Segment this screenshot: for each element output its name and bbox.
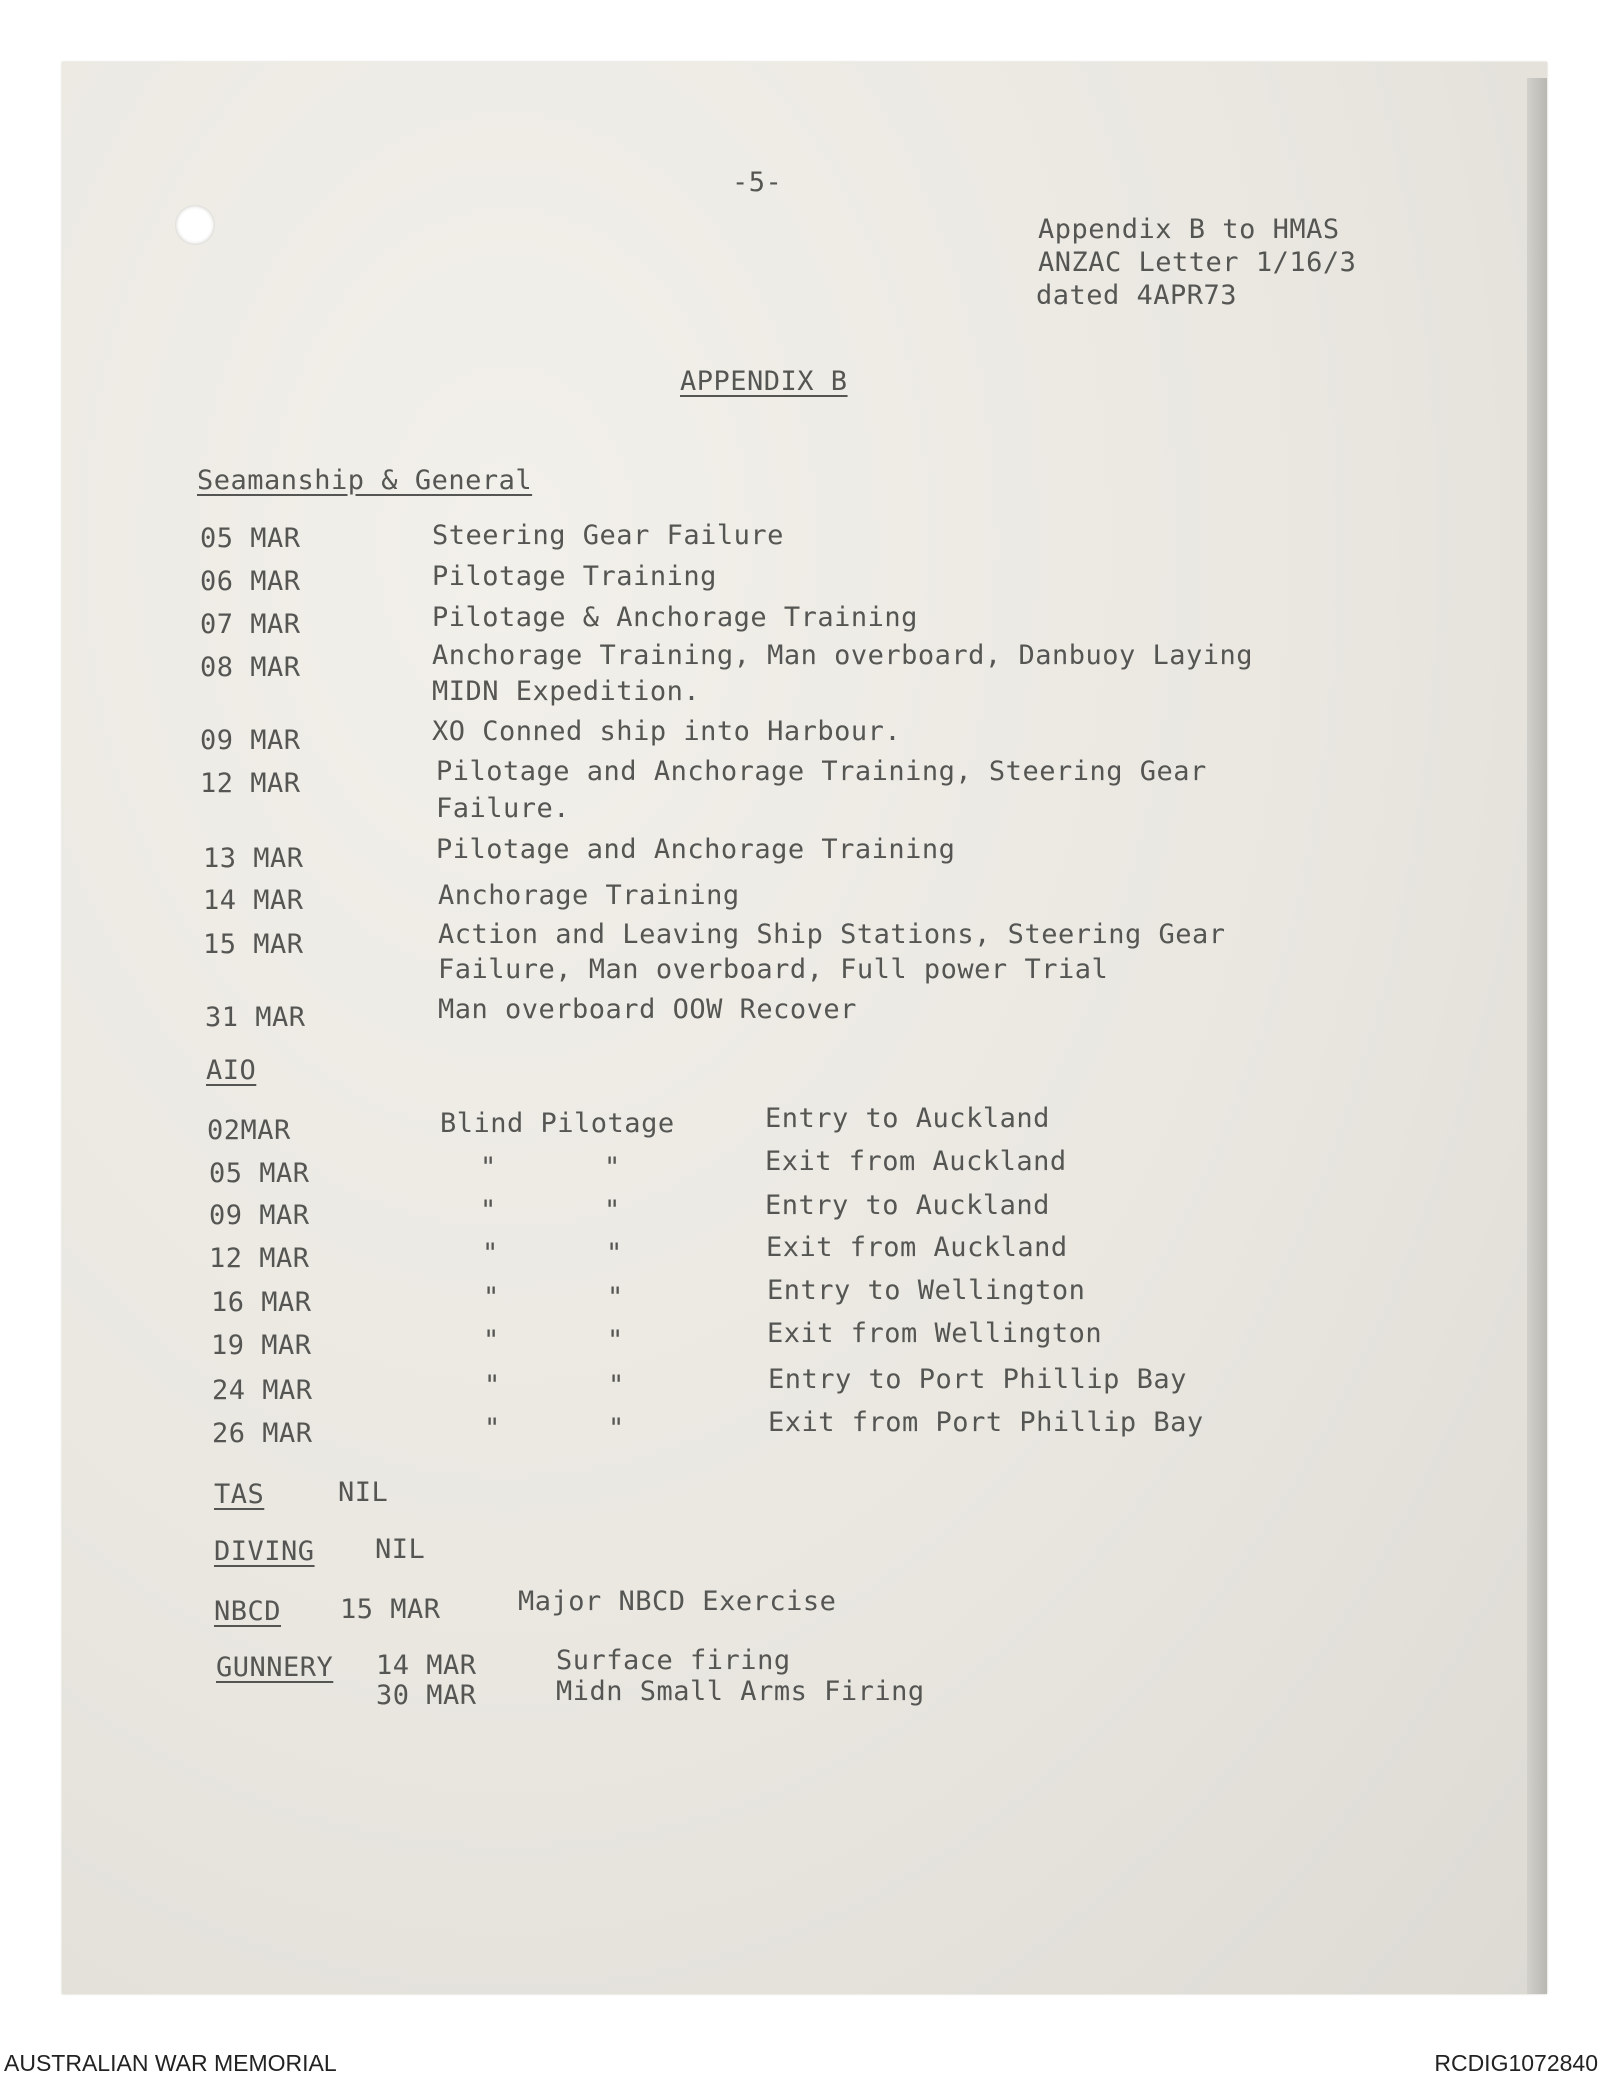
tas-value: NIL [338, 1477, 389, 1508]
entry-date: 13 MAR [203, 843, 304, 874]
entry-date: 05 MAR [200, 523, 301, 554]
ditto-mark: " [608, 1370, 625, 1401]
entry-date: 31 MAR [205, 1002, 306, 1033]
nbcd-detail: Major NBCD Exercise [518, 1586, 837, 1617]
entry-date: 15 MAR [203, 929, 304, 960]
entry-date: 09 MAR [200, 725, 301, 756]
gunnery-detail: Midn Small Arms Firing [556, 1676, 925, 1707]
entry-date: 14 MAR [203, 885, 304, 916]
entry-description: Anchorage Training, Man overboard, Danbuoy Laying [432, 640, 1254, 671]
aio-detail: Entry to Auckland [765, 1103, 1050, 1134]
aio-date: 19 MAR [211, 1330, 312, 1361]
footer-record-id: RCDIG1072840 [1434, 2050, 1598, 2076]
ditto-mark: " [480, 1195, 497, 1226]
ditto-mark: " [604, 1152, 621, 1183]
gunnery-date: 30 MAR [376, 1680, 477, 1711]
entry-description: Pilotage Training [432, 561, 717, 592]
ditto-mark: " [606, 1238, 623, 1269]
ditto-mark: " [484, 1413, 501, 1444]
entry-date: 07 MAR [200, 609, 301, 640]
reference-line-3: dated 4APR73 [1036, 280, 1238, 311]
aio-date: 12 MAR [209, 1243, 310, 1274]
entry-date: 12 MAR [200, 768, 301, 799]
entry-description: Pilotage & Anchorage Training [432, 602, 918, 633]
section-heading-nbcd: NBCD [214, 1596, 282, 1627]
entry-date: 08 MAR [200, 652, 301, 683]
section-heading-aio: AIO [206, 1055, 257, 1086]
aio-detail: Exit from Wellington [767, 1318, 1103, 1349]
gunnery-detail: Surface firing [556, 1645, 791, 1676]
entry-description: Action and Leaving Ship Stations, Steering Gear [438, 919, 1226, 950]
entry-date: 06 MAR [200, 566, 301, 597]
section-heading-gunnery: GUNNERY [216, 1652, 334, 1683]
aio-date: 16 MAR [211, 1287, 312, 1318]
aio-detail: Entry to Port Phillip Bay [768, 1364, 1187, 1395]
aio-detail: Exit from Auckland [765, 1146, 1067, 1177]
aio-detail: Exit from Auckland [766, 1232, 1068, 1263]
ditto-mark: " [604, 1195, 621, 1226]
ditto-mark: " [483, 1325, 500, 1356]
gunnery-date: 14 MAR [376, 1650, 477, 1681]
ditto-mark: " [607, 1325, 624, 1356]
reference-line-2: ANZAC Letter 1/16/3 [1038, 247, 1357, 278]
entry-description-continued: Failure. [436, 793, 571, 824]
aio-detail: Entry to Auckland [765, 1190, 1050, 1221]
aio-detail: Exit from Port Phillip Bay [768, 1407, 1204, 1438]
reference-line-1: Appendix B to HMAS [1038, 214, 1340, 245]
aio-date: 02MAR [207, 1115, 291, 1146]
ditto-mark: " [480, 1152, 497, 1183]
entry-description-continued: Failure, Man overboard, Full power Trial [438, 954, 1109, 985]
punch-hole [175, 205, 215, 245]
aio-detail: Entry to Wellington [767, 1275, 1086, 1306]
aio-date: 26 MAR [212, 1418, 313, 1449]
nbcd-date: 15 MAR [340, 1594, 441, 1625]
section-heading-diving: DIVING [214, 1536, 315, 1567]
aio-type: Blind Pilotage [440, 1108, 675, 1139]
section-heading-seamanship: Seamanship & General [197, 465, 533, 496]
ditto-mark: " [483, 1282, 500, 1313]
diving-value: NIL [375, 1534, 426, 1565]
entry-description: Anchorage Training [438, 880, 740, 911]
ditto-mark: " [482, 1238, 499, 1269]
ditto-mark: " [607, 1282, 624, 1313]
ditto-mark: " [484, 1370, 501, 1401]
aio-date: 09 MAR [209, 1200, 310, 1231]
entry-description: Man overboard OOW Recover [438, 994, 857, 1025]
entry-description: XO Conned ship into Harbour. [432, 716, 902, 747]
ditto-mark: " [608, 1413, 625, 1444]
entry-description: Steering Gear Failure [432, 520, 784, 551]
entry-description: Pilotage and Anchorage Training [436, 834, 956, 865]
aio-date: 05 MAR [209, 1158, 310, 1189]
page-edge-shadow [1527, 78, 1547, 1994]
aio-date: 24 MAR [212, 1375, 313, 1406]
footer-archive-name: AUSTRALIAN WAR MEMORIAL [4, 2050, 337, 2076]
entry-description-continued: MIDN Expedition. [432, 676, 701, 707]
section-heading-tas: TAS [214, 1479, 265, 1510]
page-number: -5- [732, 167, 783, 198]
document-title: APPENDIX B [680, 366, 848, 397]
entry-description: Pilotage and Anchorage Training, Steering Gear [436, 756, 1207, 787]
